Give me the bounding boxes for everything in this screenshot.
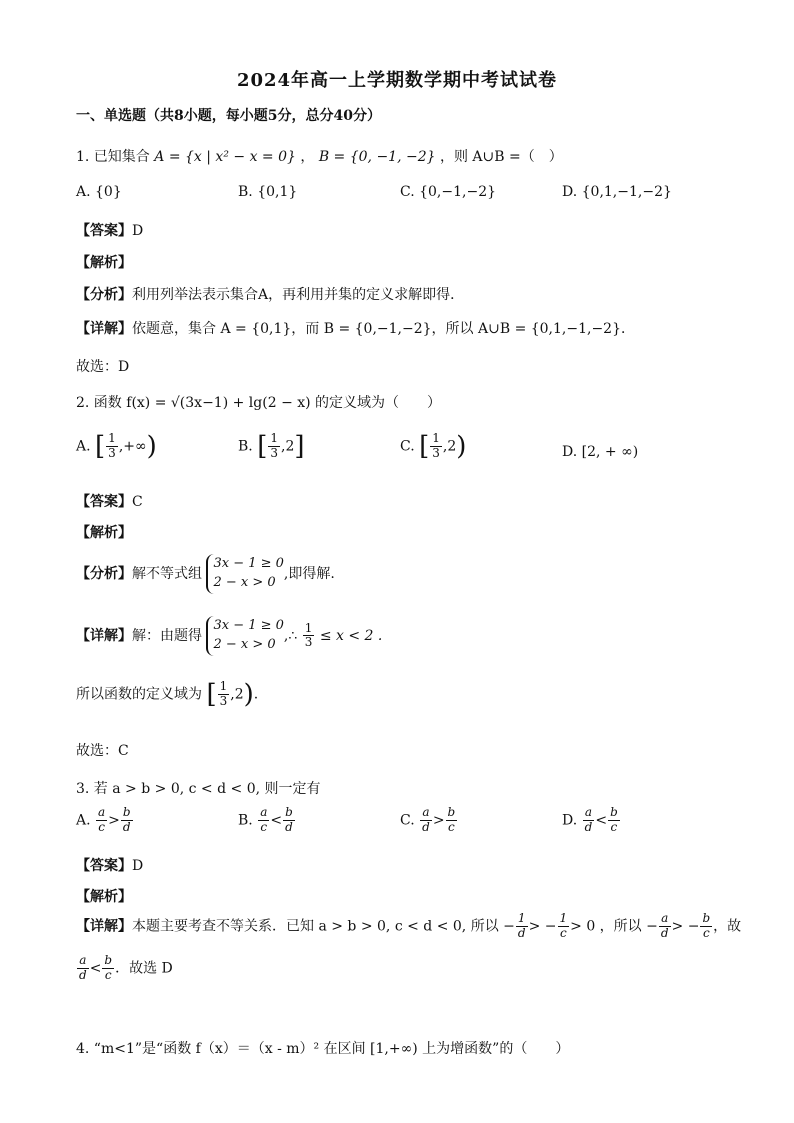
q1-answer: 【答案】D bbox=[76, 223, 144, 239]
page-title: 2024年高一上学期数学期中考试试卷 bbox=[236, 70, 558, 91]
q2-option-b: B. [ $\frac{1}{3}$ ,2] bbox=[238, 431, 305, 462]
q2-fenxi: 【分析】解不等式组 3x − 1 ≥ 0 2 − x > 0,即得解. bbox=[76, 554, 335, 594]
q2-option-c: C. [ $\frac{1}{3}$ ,2) bbox=[400, 431, 467, 462]
q3-analysis-label: 【解析】 bbox=[76, 889, 132, 905]
q3-answer: 【答案】D bbox=[76, 858, 144, 874]
q3-detail: 【详解】本题主要考查不等关系．已知 a > b > 0, c < d < 0, 所以 − $\frac{1}{d}$ > − $\frac{1}{c}$ > 0 ，所以 − $\frac{a}{d}$ > − $\frac{b}{c}$ ，故 bbox=[76, 911, 742, 940]
q3-stem: 3. 若 a > b > 0, c < d < 0, 则一定有 bbox=[76, 781, 321, 797]
q3-option-d: D. $\frac{a}{d}$ < $\frac{b}{c}$ bbox=[562, 805, 618, 834]
q1-option-c: C. {0,−1,−2} bbox=[400, 184, 497, 200]
q2-option-d: D. [2, + ∞) bbox=[562, 444, 639, 460]
q1-detail: 【详解】依题意，集合 A = {0,1}，而 B = {0,−1,−2}，所以 A∪B = {0,1,−1,−2}． bbox=[76, 321, 636, 337]
q2-result: 所以函数的定义域为 [ $\frac{1}{3}$ ,2). bbox=[76, 679, 259, 710]
q1-choose: 故选：D bbox=[76, 359, 130, 375]
q2-detail: 【详解】解：由题得 3x − 1 ≥ 0 2 − x > 0,∴ $\frac{1}{3}$ ≤ x < 2 . bbox=[76, 616, 382, 656]
q3-detail-cont: $\frac{a}{d}$ < $\frac{b}{c}$ ．故选 D bbox=[79, 953, 173, 982]
q1-set-b: B = {0, −1, −2} bbox=[318, 149, 436, 165]
q1-fenxi: 【分析】利用列举法表示集合A，再利用并集的定义求解即得． bbox=[76, 287, 465, 303]
q3-option-c: C. $\frac{a}{d}$ > $\frac{b}{c}$ bbox=[400, 805, 456, 834]
q3-option-a: A. $\frac{a}{c}$ > $\frac{b}{d}$ bbox=[76, 805, 131, 834]
q2-option-a: A. [ $\frac{1}{3}$ ,+∞) bbox=[76, 431, 157, 462]
q1-stem: 1. 已知集合 A = {x | x² − x = 0} ， B = {0, −1, −2} ，则 A∪B =（ ） bbox=[76, 149, 563, 165]
q1-set-a: A = {x | x² − x = 0} bbox=[154, 149, 296, 165]
q2-choose: 故选：C bbox=[76, 743, 129, 759]
q1-option-b: B. {0,1} bbox=[238, 184, 298, 200]
q2-answer: 【答案】C bbox=[76, 494, 143, 510]
q1-option-d: D. {0,1,−1,−2} bbox=[562, 184, 672, 200]
q2-stem: 2. 函数 f(x) = √(3x−1) + lg(2 − x) 的定义域为（ ） bbox=[76, 395, 442, 411]
q1-analysis-label: 【解析】 bbox=[76, 255, 132, 271]
section-heading: 一、单选题（共8小题，每小题5分，总分40分） bbox=[76, 108, 381, 124]
q2-analysis-label: 【解析】 bbox=[76, 525, 132, 541]
q3-option-b: B. $\frac{a}{c}$ < $\frac{b}{d}$ bbox=[238, 805, 293, 834]
q4-stem: 4. “m<1”是“函数 f（x）＝（x - m）² 在区间 [1,+∞) 上为增函数”的（ ） bbox=[76, 1041, 570, 1057]
q1-option-a: A. {0} bbox=[76, 184, 122, 200]
